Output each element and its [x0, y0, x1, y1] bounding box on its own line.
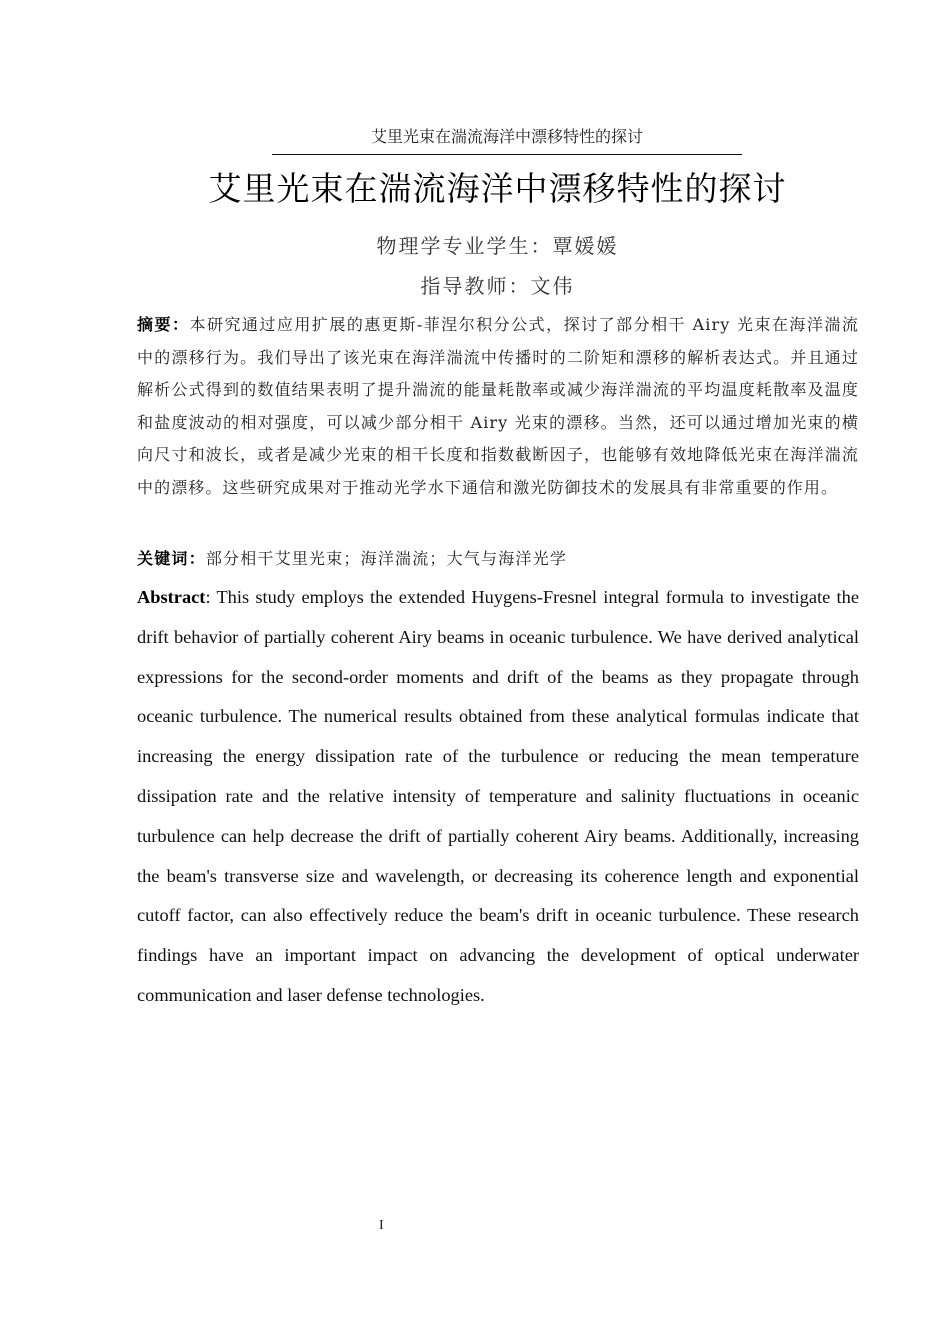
chinese-abstract-label: 摘要：	[137, 315, 190, 334]
author-line: 物理学专业学生：覃媛媛	[376, 234, 619, 258]
keywords-text: 部分相干艾里光束；海洋湍流；大气与海洋光学	[205, 549, 568, 568]
running-header: 艾里光束在湍流海洋中漂移特性的探讨	[370, 127, 643, 146]
chinese-abstract	[137, 309, 859, 504]
english-abstract	[137, 578, 859, 1016]
english-abstract-text: : This study employs the extended Huygens-Fresnel integral formula to investigate the drift behavior of partially coherent Airy beams in oceanic turbulence. We have derived analytical expressions for the second-order moments and drift of the beams as they propagate through oceanic turbulence. The numerical results obtained from these analytical formulas indicate that increasing the energy dissipation rate of the turbulence or reducing the mean temperature dissipation rate and the relative intensity of temperature and salinity fluctuations in oceanic turbulence can help decrease the drift of partially coherent Airy beams. Additionally, increasing the beam's transverse size and wavelength, or decreasing its coherence length and exponential cutoff factor, can also effectively reduce the beam's drift in oceanic turbulence. These research findings have an important impact on advancing the development of optical underwater communication and laser defense technologies.	[137, 587, 859, 1005]
header-rule	[272, 154, 742, 155]
keywords	[137, 545, 859, 573]
paper-title: 艾里光束在湍流海洋中漂移特性的探讨	[208, 169, 787, 208]
advisor-line: 指导教师：文伟	[420, 274, 575, 298]
page-number: I	[379, 1218, 384, 1233]
english-abstract-label: Abstract	[137, 587, 206, 607]
chinese-abstract-text: 本研究通过应用扩展的惠更斯-菲涅尔积分公式，探讨了部分相干 Airy 光束在海洋湍流中的漂移行为。我们导出了该光束在海洋湍流中传播时的二阶矩和漂移的解析表达式。并且通过解析公式得到的数值结果表明了提升湍流的能量耗散率或减少海洋湍流的平均温度耗散率及温度和盐度波动的相对强度，可以减少部分相干 Airy 光束的漂移。当然，还可以通过增加光束的横向尺寸和波长，或者是减少光束的相干长度和指数截断因子，也能够有效地降低光束在海洋湍流中的漂移。这些研究成果对于推动光学水下通信和激光防御技术的发展具有非常重要的作用。	[137, 315, 859, 497]
keywords-label: 关键词：	[137, 549, 206, 568]
